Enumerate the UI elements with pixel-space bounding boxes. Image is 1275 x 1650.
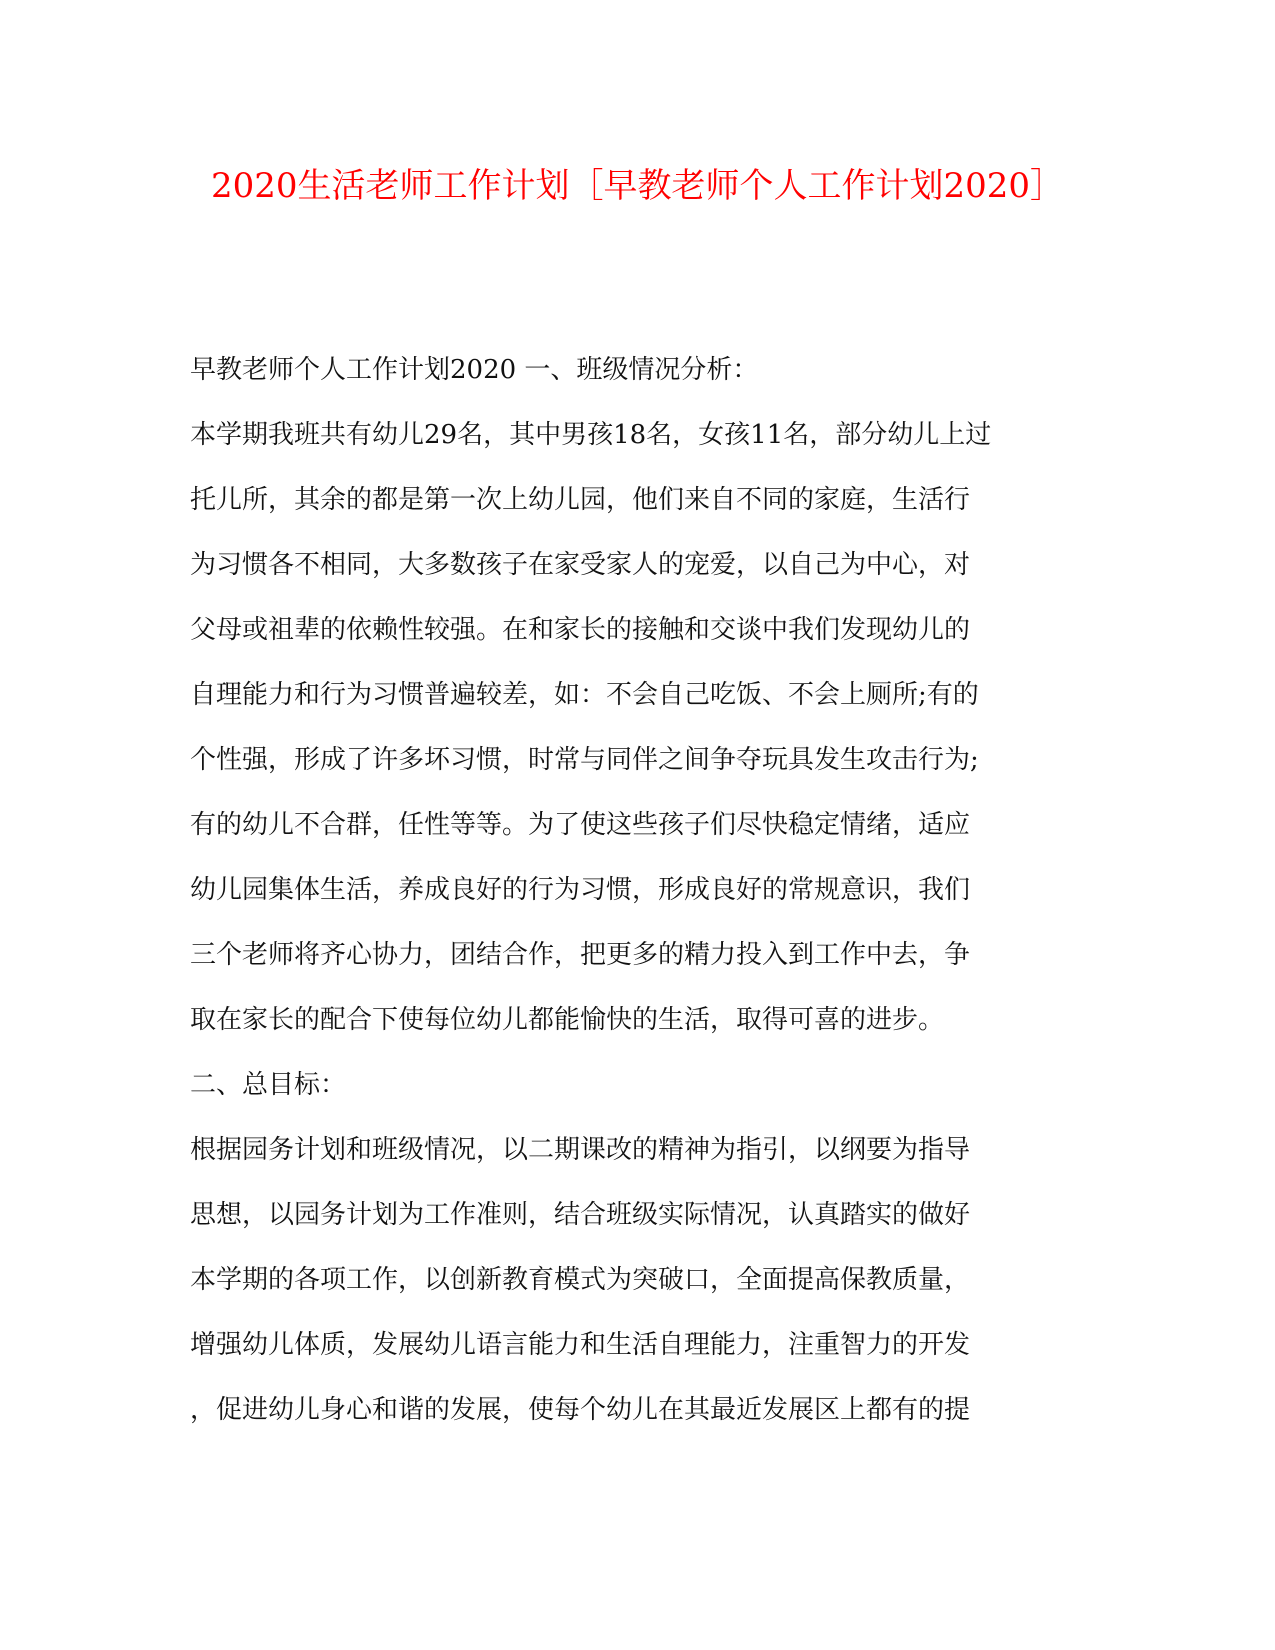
paragraph-line: 取在家长的配合下使每位幼儿都能愉快的生活，取得可喜的进步。 (190, 1005, 945, 1035)
document-body (190, 349, 1090, 1454)
paragraph-line: 本学期的各项工作，以创新教育模式为突破口，全面提高保教质量， (190, 1265, 971, 1295)
document-title: 2020生活老师工作计划［早教老师个人工作计划2020］ (210, 166, 1065, 206)
paragraph-line: 为习惯各不相同，大多数孩子在家受家人的宠爱，以自己为中心，对 (190, 550, 971, 580)
paragraph-line: ，促进幼儿身心和谐的发展，使每个幼儿在其最近发展区上都有的提 (190, 1395, 971, 1425)
paragraph-line: 自理能力和行为习惯普遍较差，如：不会自己吃饭、不会上厕所;有的 (190, 680, 979, 710)
paragraph-line: 幼儿园集体生活，养成良好的行为习惯，形成良好的常规意识，我们 (190, 875, 971, 905)
section-heading: 二、总目标： (190, 1070, 347, 1100)
paragraph-line: 托儿所，其余的都是第一次上幼儿园，他们来自不同的家庭，生活行 (190, 485, 971, 515)
paragraph-line: 个性强，形成了许多坏习惯，时常与同伴之间争夺玩具发生攻击行为; (190, 745, 979, 775)
paragraph-line: 父母或祖辈的依赖性较强。在和家长的接触和交谈中我们发现幼儿的 (190, 615, 971, 645)
paragraph-line: 思想，以园务计划为工作准则，结合班级实际情况，认真踏实的做好 (190, 1200, 971, 1230)
paragraph-line: 本学期我班共有幼儿29名，其中男孩18名，女孩11名，部分幼儿上过 (190, 420, 992, 450)
paragraph-line: 根据园务计划和班级情况，以二期课改的精神为指引，以纲要为指导 (190, 1135, 971, 1165)
paragraph-line: 有的幼儿不合群，任性等等。为了使这些孩子们尽快稳定情绪，适应 (190, 810, 971, 840)
paragraph-line: 增强幼儿体质，发展幼儿语言能力和生活自理能力，注重智力的开发 (190, 1330, 971, 1360)
paragraph-line: 早教老师个人工作计划2020 一、班级情况分析： (190, 355, 759, 385)
paragraph-line: 三个老师将齐心协力，团结合作，把更多的精力投入到工作中去，争 (190, 940, 971, 970)
